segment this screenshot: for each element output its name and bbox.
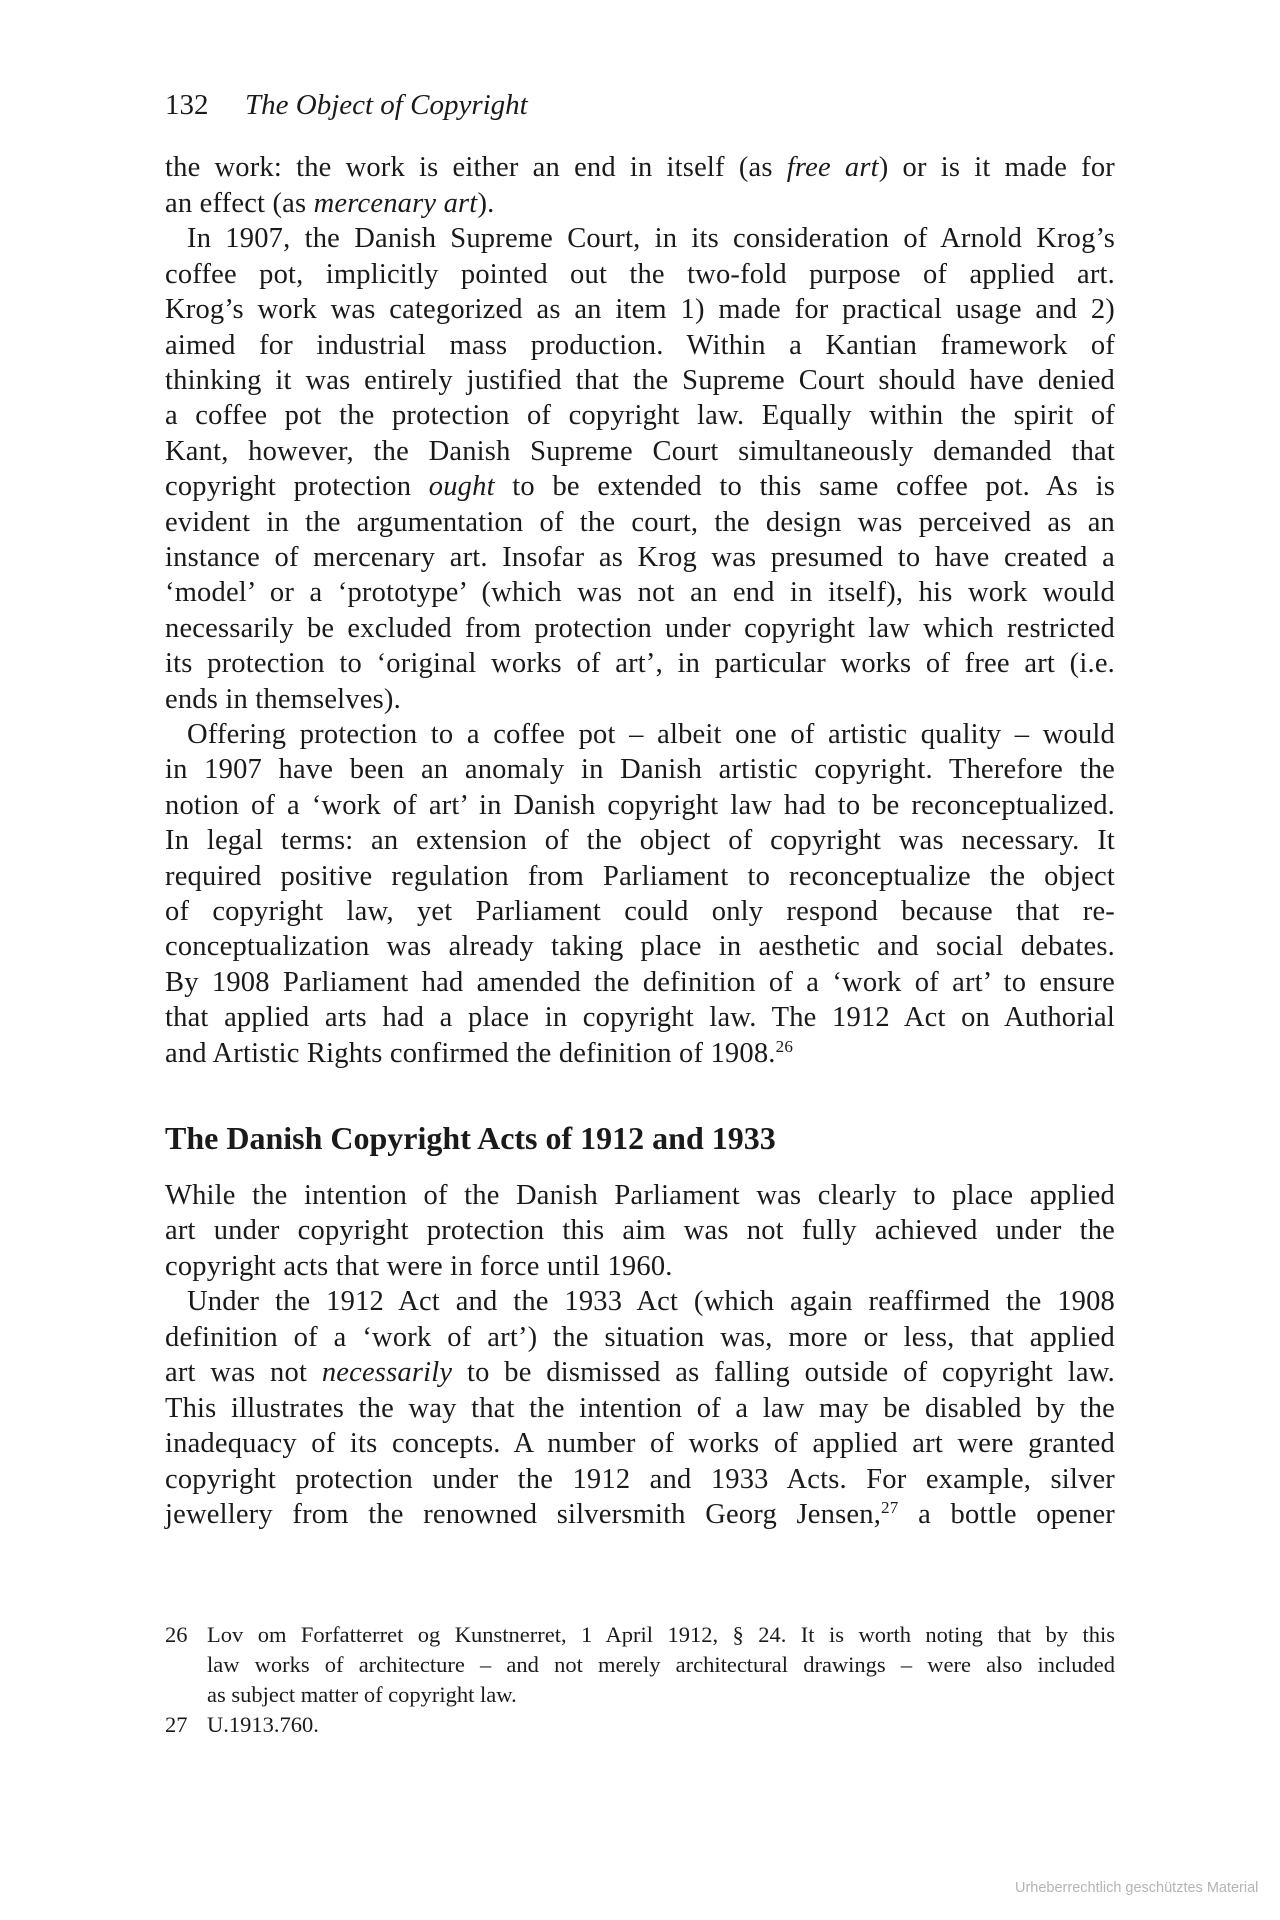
body-line: of copyright law, yet Parliament could only respond because that re- [165,896,1115,927]
body-line: In 1907, the Danish Supreme Court, in its consideration of Arnold Krog’s [187,223,1115,254]
footnote-text: Lov om Forfatterret og Kunstnerret, 1 April 1912, § 24. It is worth noting that by this [207,1622,1115,1647]
body-line: that applied arts had a place in copyright law. The 1912 Act on Authorial [165,1002,1115,1033]
body-line: jewellery from the renowned silversmith Georg Jensen,$^{27}$ a bottle opener [165,1497,1115,1530]
emphasis: free art [786,152,879,183]
body-line: Under the 1912 Act and the 1933 Act (which again reaffirmed the 1908 [187,1286,1115,1317]
body-line: an effect (as mercenary art). [165,188,495,219]
body-line: required positive regulation from Parliament to reconceptualize the object [165,861,1115,892]
body-line: This illustrates the way that the intention of a law may be disabled by the [165,1393,1115,1424]
body-line: evident in the argumentation of the court, the design was perceived as an [165,507,1115,538]
body-line: aimed for industrial mass production. Within a Kantian framework of [165,330,1115,361]
body-line: thinking it was entirely justified that the Supreme Court should have denied [165,365,1115,396]
section-heading: The Danish Copyright Acts of 1912 and 1933 [165,1120,776,1156]
body-line: copyright protection ought to be extended to this same coffee pot. As is [165,471,1115,502]
body-line: While the intention of the Danish Parliament was clearly to place applied [165,1180,1115,1211]
page-number: 132 [165,89,209,121]
body-line: a coffee pot the protection of copyright law. Equally within the spirit of [165,400,1115,431]
body-line: its protection to ‘original works of art’, in particular works of free art (i.e. [165,648,1115,679]
body-line: necessarily be excluded from protection under copyright law which restricted [165,613,1115,644]
footnote-26 [165,1620,1115,1650]
body-line: the work: the work is either an end in itself (as free art) or is it made for [165,152,1115,183]
body-line: conceptualization was already taking place in aesthetic and social debates. [165,931,1115,962]
copyright-watermark: Urheberrechtlich geschütztes Material [1015,1880,1259,1896]
body-line: Krog’s work was categorized as an item 1) made for practical usage and 2) [165,294,1115,325]
body-line: inadequacy of its concepts. A number of works of applied art were granted [165,1428,1115,1459]
body-line: coffee pot, implicitly pointed out the two-fold purpose of applied art. [165,259,1115,290]
emphasis: ought [428,471,495,502]
footnote-ref-26[interactable]: 26 [775,1036,794,1056]
footnote-26-line-2 [165,1650,1115,1680]
emphasis: necessarily [321,1357,453,1388]
body-line: art was not necessarily to be dismissed as falling outside of copyright law. [165,1357,1116,1388]
body-line: and Artistic Rights confirmed the definition of 1908.26 [165,1036,794,1069]
body-line: By 1908 Parliament had amended the definition of a ‘work of art’ to ensure [165,967,1115,998]
body-line: copyright acts that were in force until 1960. [165,1251,673,1282]
body-line: notion of a ‘work of art’ in Danish copyright law had to be reconceptualized. [165,790,1115,821]
body-line: in 1907 have been an anomaly in Danish artistic copyright. Therefore the [165,754,1115,785]
body-line: Offering protection to a coffee pot – albeit one of artistic quality – would [187,719,1115,750]
body-line: definition of a ‘work of art’) the situation was, more or less, that applied [165,1322,1115,1353]
body-line: ends in themselves). [165,684,401,715]
body-line: In legal terms: an extension of the object of copyright was necessary. It [165,825,1115,856]
footnote-number: 26 [165,1622,188,1647]
footnote-ref-27[interactable]: 27 [881,1497,899,1517]
body-line: copyright protection under the 1912 and 1933 Acts. For example, silver [165,1464,1115,1495]
footnote-text: law works of architecture – and not merely architectural drawings – were also included [207,1652,1115,1677]
body-line: ‘model’ or a ‘prototype’ (which was not an end in itself), his work would [165,577,1115,608]
footnote-number: 27 [165,1712,188,1737]
running-head [165,88,528,122]
footnote-text: as subject matter of copyright law. [207,1682,517,1707]
body-line: Kant, however, the Danish Supreme Court simultaneously demanded that [165,436,1115,467]
footnote-26-line-3 [165,1680,1115,1710]
footnote-text: U.1913.760. [207,1712,319,1737]
emphasis: mercenary art [313,188,478,219]
running-head-title: The Object of Copyright [245,89,528,121]
footnote-27 [165,1710,1115,1740]
body-line: art under copyright protection this aim was not fully achieved under the [165,1215,1115,1246]
body-line: instance of mercenary art. Insofar as Krog was presumed to have created a [165,542,1115,573]
